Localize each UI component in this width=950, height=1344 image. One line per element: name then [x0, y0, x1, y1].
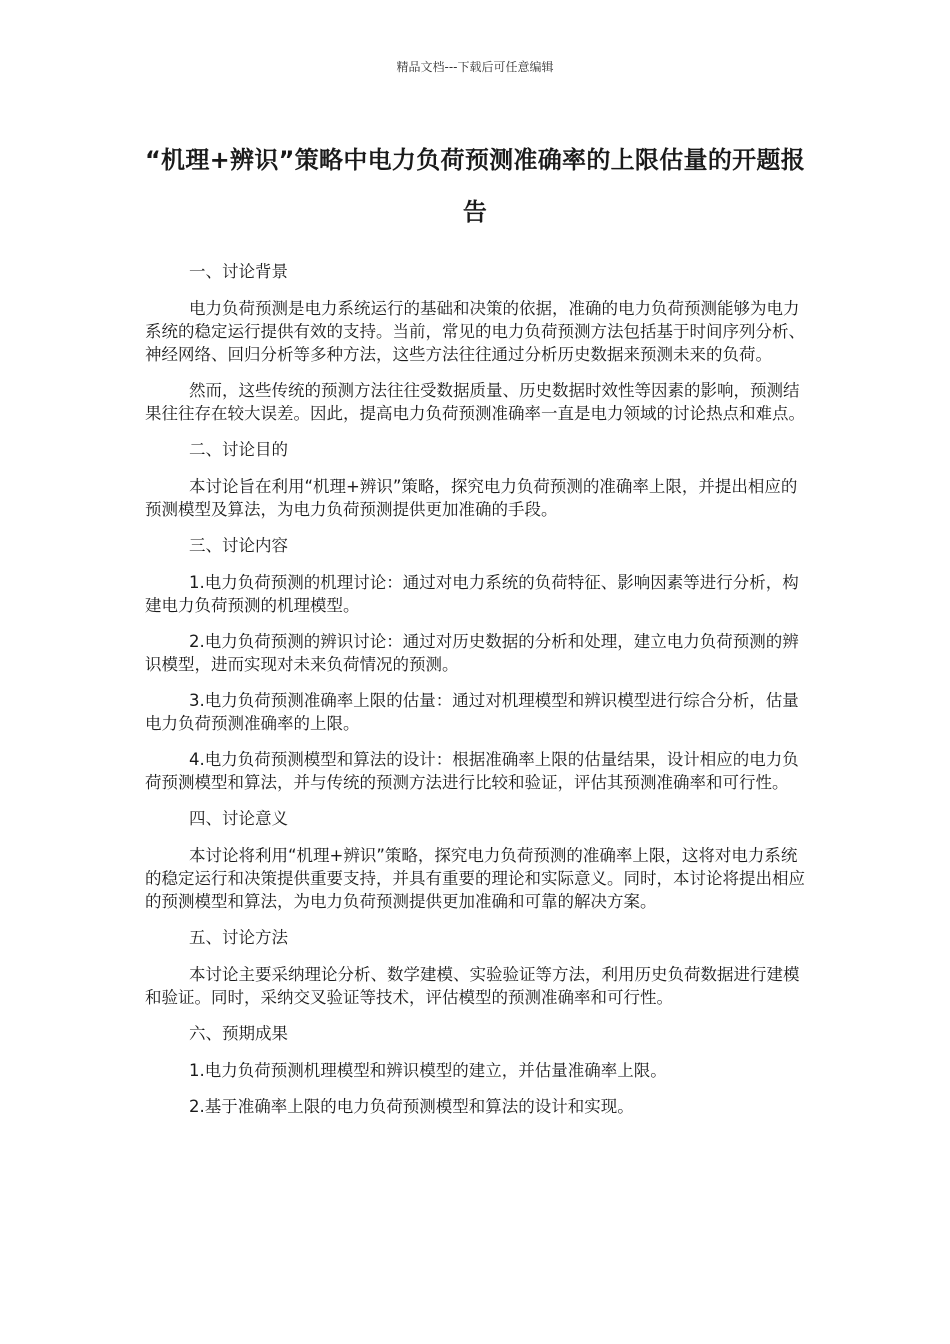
paragraph: 2.电力负荷预测的辨识讨论：通过对历史数据的分析和处理，建立电力负荷预测的辨识模型，进而实现对未来负荷情况的预测。 [145, 632, 799, 674]
section-heading: 六、预期成果 [189, 1024, 288, 1043]
paragraph: 2.基于准确率上限的电力负荷预测模型和算法的设计和实现。 [189, 1097, 634, 1116]
section-heading: 二、讨论目的 [189, 440, 288, 459]
section-heading: 五、讨论方法 [189, 928, 288, 947]
document-body [145, 260, 813, 1131]
paragraph: 本讨论旨在利用“机理+辨识”策略，探究电力负荷预测的准确率上限，并提出相应的预测模型及算法，为电力负荷预测提供更加准确的手段。 [145, 477, 798, 519]
document-title: “机理+辨识”策略中电力负荷预测准确率的上限估量的开题报告 [144, 146, 806, 226]
paragraph: 然而，这些传统的预测方法往往受数据质量、历史数据时效性等因素的影响，预测结果往往存在较大误差。因此，提高电力负荷预测准确率一直是电力领域的讨论热点和难点。 [145, 381, 805, 423]
section-heading: 一、讨论背景 [189, 262, 288, 281]
paragraph: 4.电力负荷预测模型和算法的设计：根据准确率上限的估量结果，设计相应的电力负荷预测模型和算法，并与传统的预测方法进行比较和验证，评估其预测准确率和可行性。 [145, 750, 799, 792]
paragraph: 3.电力负荷预测准确率上限的估量：通过对机理模型和辨识模型进行综合分析，估量电力负荷预测准确率的上限。 [145, 691, 799, 733]
page-header: 精品文档---下载后可任意编辑 [396, 60, 554, 74]
paragraph: 本讨论主要采纳理论分析、数学建模、实验验证等方法，利用历史负荷数据进行建模和验证。同时，采纳交叉验证等技术，评估模型的预测准确率和可行性。 [145, 965, 800, 1007]
paragraph: 1.电力负荷预测机理模型和辨识模型的建立，并估量准确率上限。 [189, 1061, 667, 1080]
paragraph: 本讨论将利用“机理+辨识”策略，探究电力负荷预测的准确率上限，这将对电力系统的稳定运行和决策提供重要支持，并具有重要的理论和实际意义。同时，本讨论将提出相应的预测模型和算法，为电力负荷预测提供更加准确和可靠的解决方案。 [145, 846, 805, 911]
paragraph: 1.电力负荷预测的机理讨论：通过对电力系统的负荷特征、影响因素等进行分析，构建电力负荷预测的机理模型。 [145, 573, 799, 615]
section-heading: 四、讨论意义 [189, 809, 288, 828]
paragraph: 电力负荷预测是电力系统运行的基础和决策的依据，准确的电力负荷预测能够为电力系统的稳定运行提供有效的支持。当前，常见的电力负荷预测方法包括基于时间序列分析、神经网络、回归分析等多种方法，这些方法往往通过分析历史数据来预测未来的负荷。 [145, 299, 805, 364]
section-heading: 三、讨论内容 [189, 536, 288, 555]
